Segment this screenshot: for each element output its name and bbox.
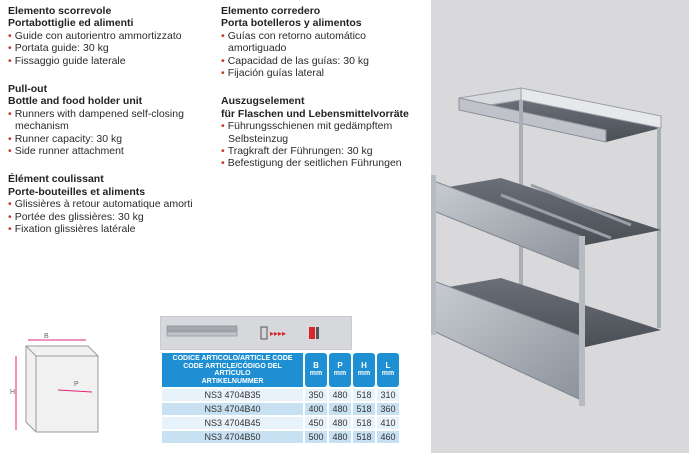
section-english: [8, 83, 213, 157]
dim-p: 480: [329, 417, 351, 429]
fr-subtitle: Porte-bouteilles et aliments: [8, 185, 146, 198]
dim-h: 518: [353, 403, 375, 415]
runner-icons-box: [160, 316, 352, 350]
de-title: Auszugselement: [221, 95, 305, 108]
table-row: [162, 417, 399, 429]
it-title: Elemento scorrevole: [8, 5, 112, 17]
es-subtitle: Porta botelleros y alimentos: [221, 17, 362, 30]
section-french: [8, 173, 213, 235]
spec-table: [160, 351, 401, 445]
it-bullet: • Fissaggio guide laterale: [8, 55, 213, 67]
es-title: Elemento corredero: [221, 5, 321, 17]
en-bullet: • Runner capacity: 30 kg: [8, 133, 213, 145]
en-subtitle: Bottle and food holder unit: [8, 95, 143, 108]
fr-bullet: • Fixation glissières latérale: [8, 223, 213, 235]
dim-header-h: H mm: [353, 353, 375, 387]
dim-l: 460: [377, 431, 399, 443]
diagram-label-h: H: [10, 389, 16, 396]
section-spanish: [221, 5, 426, 79]
dim-l: 410: [377, 417, 399, 429]
diagram-label-p: P: [74, 381, 79, 388]
fr-bullet: • Portée des glissières: 30 kg: [8, 211, 213, 223]
dim-h: 518: [353, 417, 375, 429]
dim-l: 360: [377, 403, 399, 415]
es-bullet: • Capacidad de las guías: 30 kg: [221, 55, 426, 67]
dim-header-b: B mm: [305, 353, 327, 387]
es-bullet: • Fijación guías lateral: [221, 67, 426, 79]
en-title: Pull-out: [8, 83, 48, 96]
dim-p: 480: [329, 403, 351, 415]
es-bullet: • Guías con retorno automático amortiguado: [221, 30, 426, 55]
en-bullet: • Side runner attachment: [8, 145, 213, 157]
dim-b: 450: [305, 417, 327, 429]
dim-p: 480: [329, 431, 351, 443]
article-code: NS3 4704B35: [162, 389, 303, 401]
de-bullet: • Führungsschienen mit gedämpftem Selbsteinzug: [221, 120, 426, 145]
code-header: [162, 353, 303, 387]
text-column-right: [221, 5, 426, 180]
it-bullet: • Guide con autorientro ammortizzato: [8, 30, 213, 42]
fr-title: Élément coulissant: [8, 173, 104, 186]
table-row: [162, 431, 399, 443]
article-code: NS3 4704B45: [162, 417, 303, 429]
it-subtitle: Portabottiglie ed alimenti: [8, 17, 134, 30]
table-row: [162, 389, 399, 401]
cabinet-dimension-diagram-icon: [8, 330, 103, 435]
en-bullet: • Runners with dampened self-closing mechanism: [8, 108, 213, 133]
section-italian: [8, 5, 213, 67]
text-column-left: [8, 5, 213, 246]
diagram-label-b: B: [44, 333, 49, 340]
de-subtitle: für Flaschen und Lebensmittelvorräte: [221, 107, 409, 120]
section-german: [221, 95, 426, 169]
dim-b: 400: [305, 403, 327, 415]
dim-header-l: L mm: [377, 353, 399, 387]
de-bullet: • Tragkraft der Führungen: 30 kg: [221, 145, 426, 157]
article-code: NS3 4704B50: [162, 431, 303, 443]
dim-h: 518: [353, 431, 375, 443]
it-bullet: • Portata guide: 30 kg: [8, 42, 213, 54]
soft-close-arrows-icon: [261, 327, 319, 339]
pull-out-unit-photo-icon: [431, 0, 689, 453]
dim-b: 500: [305, 431, 327, 443]
dim-l: 310: [377, 389, 399, 401]
dim-p: 480: [329, 389, 351, 401]
table-row: [162, 403, 399, 415]
dim-b: 350: [305, 389, 327, 401]
de-bullet: • Befestigung der seitlichen Führungen: [221, 157, 426, 169]
svg-text:▸▸▸▸: ▸▸▸▸: [270, 329, 287, 338]
code-header-line: CODICE ARTICOLO/ARTICLE CODE: [172, 355, 293, 362]
fr-bullet: • Glissières à retour automatique amorti: [8, 198, 213, 210]
dim-header-p: P mm: [329, 353, 351, 387]
product-photo-panel: [431, 0, 689, 453]
dim-h: 518: [353, 389, 375, 401]
code-header-line: CODE ARTICLE/CÓDIGO DEL ARTÍCULO: [183, 362, 282, 377]
article-code: NS3 4704B40: [162, 403, 303, 415]
code-header-line: ARTIKELNUMMER: [201, 377, 264, 385]
runner-rail-icon: [167, 326, 237, 336]
